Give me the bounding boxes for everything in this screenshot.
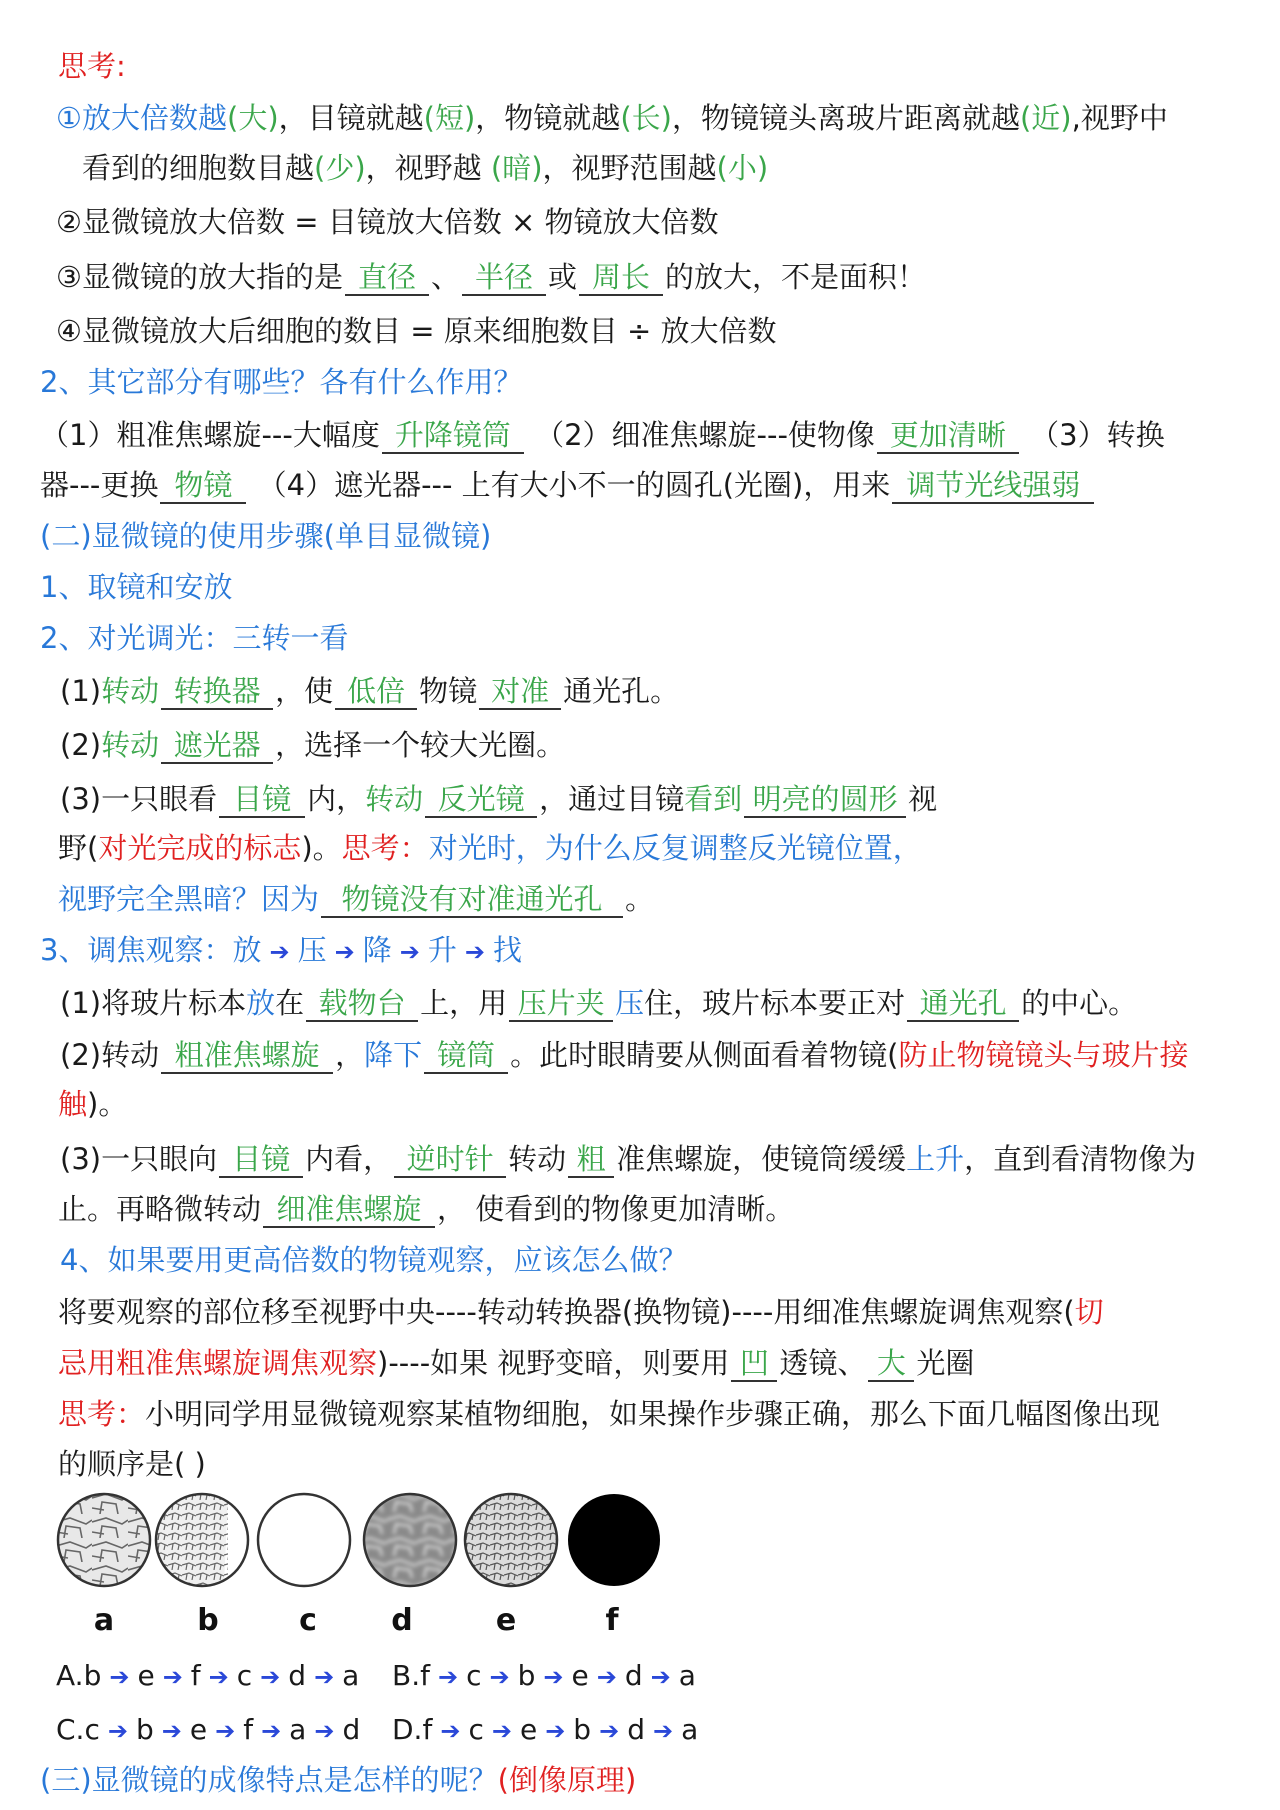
arrow-right-icon: ➔ bbox=[464, 938, 485, 966]
arrow-right-icon: ➔ bbox=[652, 1717, 674, 1745]
arrow-right-icon: ➔ bbox=[491, 1717, 512, 1745]
option-a: A.b ➔ e ➔ f ➔ c ➔ d ➔ a bbox=[56, 1659, 360, 1692]
question-line-2: 的顺序是( ) bbox=[58, 1447, 206, 1481]
imaging-heading: (三)显微镜的成像特点是怎样的呢？(倒像原理) bbox=[40, 1763, 637, 1797]
arrow-right-icon: ➔ bbox=[440, 1717, 461, 1745]
arrow-right-icon: ➔ bbox=[109, 1663, 130, 1691]
arrow-right-icon: ➔ bbox=[596, 1663, 617, 1691]
step-3-item-2-cont: 触)。 bbox=[58, 1087, 128, 1121]
step-2-item-3-cont2: 视野完全黑暗？因为 物镜没有对准通光孔 。 bbox=[58, 884, 654, 918]
step-1: 1、取镜和安放 bbox=[40, 570, 233, 604]
think-point-4: ④显微镜放大后细胞的数目 = 原来细胞数目 ÷ 放大倍数 bbox=[56, 314, 777, 348]
step-3-item-2: (2)转动 粗准焦螺旋 ，降下 镜筒 。此时眼睛要从侧面看着物镜(防止物镜镜头与玻片接 bbox=[60, 1040, 1188, 1074]
arrow-right-icon: ➔ bbox=[107, 1717, 128, 1745]
arrow-right-icon: ➔ bbox=[261, 1717, 282, 1745]
step-2: 2、对光调光：三转一看 bbox=[40, 621, 349, 655]
option-b: B.f ➔ c ➔ b ➔ e ➔ d ➔ a bbox=[392, 1659, 696, 1692]
view-a bbox=[56, 1490, 156, 1590]
arrow-right-icon: ➔ bbox=[161, 1717, 182, 1745]
parts-line-1: （1）粗准焦螺旋---大幅度 升降镜筒 （2）细准焦螺旋---使物像 更加清晰 （3）转换 bbox=[40, 420, 1165, 454]
view-label-d: d bbox=[391, 1603, 413, 1638]
think-title: 思考: bbox=[58, 49, 126, 83]
view-e bbox=[461, 1490, 561, 1590]
view-b bbox=[156, 1490, 248, 1590]
arrow-right-icon: ➔ bbox=[269, 938, 290, 966]
step-2-item-3: (3)一只眼看 目镜 内，转动 反光镜 ，通过目镜看到 明亮的圆形 视 bbox=[60, 784, 937, 818]
arrow-right-icon: ➔ bbox=[314, 1717, 335, 1745]
arrow-right-icon: ➔ bbox=[543, 1663, 564, 1691]
arrow-right-icon: ➔ bbox=[334, 938, 355, 966]
microscope-views bbox=[56, 1490, 716, 1650]
view-c bbox=[258, 1494, 350, 1586]
arrow-right-icon: ➔ bbox=[215, 1717, 236, 1745]
view-label-e: e bbox=[495, 1603, 517, 1638]
arrow-right-icon: ➔ bbox=[162, 1663, 183, 1691]
arrow-right-icon: ➔ bbox=[545, 1717, 566, 1745]
view-f bbox=[568, 1494, 660, 1586]
high-power-heading: 4、如果要用更高倍数的物镜观察，应该怎么做？ bbox=[60, 1243, 688, 1277]
arrow-right-icon: ➔ bbox=[650, 1663, 671, 1691]
think-point-3: ③显微镜的放大指的是 直径 、 半径 或 周长 的放大，不是面积！ bbox=[56, 262, 926, 296]
option-d: D.f ➔ c ➔ e ➔ b ➔ d ➔ a bbox=[392, 1713, 699, 1746]
arrow-right-icon: ➔ bbox=[599, 1717, 620, 1745]
option-c: C.c ➔ b ➔ e ➔ f ➔ a ➔ d bbox=[56, 1713, 361, 1746]
arrow-right-icon: ➔ bbox=[260, 1663, 281, 1691]
think-point-1-cont: 看到的细胞数目越(少)，视野越 (暗)，视野范围越(小) bbox=[82, 151, 769, 185]
question-line-1: 思考：小明同学用显微镜观察某植物细胞，如果操作步骤正确，那么下面几幅图像出现 bbox=[58, 1397, 1161, 1431]
parts-heading: 2、其它部分有哪些？各有什么作用？ bbox=[40, 365, 523, 399]
steps-heading: (二)显微镜的使用步骤(单目显微镜) bbox=[40, 519, 492, 553]
view-label-a: a bbox=[93, 1603, 115, 1638]
think-point-2: ②显微镜放大倍数 = 目镜放大倍数 × 物镜放大倍数 bbox=[56, 205, 719, 239]
step-2-item-1: (1)转动 转换器 ，使 低倍 物镜 对准 通光孔。 bbox=[60, 676, 679, 710]
high-power-line-2: 忌用粗准焦螺旋调焦观察)----如果 视野变暗，则要用 凹 透镜、 大 光圈 bbox=[58, 1348, 974, 1382]
parts-line-2: 器---更换 物镜 （4）遮光器--- 上有大小不一的圆孔(光圈)，用来 调节光线强弱 bbox=[40, 470, 1096, 504]
view-label-c: c bbox=[299, 1603, 317, 1638]
arrow-right-icon: ➔ bbox=[489, 1663, 510, 1691]
step-3-heading: 3、调焦观察：放 ➔ 压 ➔ 降 ➔ 升 ➔ 找 bbox=[40, 933, 522, 967]
step-2-item-3-cont: 野(对光完成的标志)。思考：对光时，为什么反复调整反光镜位置， bbox=[58, 831, 922, 865]
view-d bbox=[356, 1490, 466, 1590]
arrow-right-icon: ➔ bbox=[399, 938, 420, 966]
step-3-item-1: (1)将玻片标本放在 载物台 上，用 压片夹 压住，玻片标本要正对 通光孔 的中心。 bbox=[60, 988, 1137, 1022]
think-point-1: ①放大倍数越(大)，目镜就越(短)，物镜就越(长)，物镜镜头离玻片距离就越(近),视野中 bbox=[56, 101, 1168, 135]
view-label-f: f bbox=[605, 1603, 619, 1638]
step-3-item-3-cont: 止。再略微转动 细准焦螺旋 ， 使看到的物像更加清晰。 bbox=[58, 1194, 794, 1228]
step-2-item-2: (2)转动 遮光器 ，选择一个较大光圈。 bbox=[60, 730, 565, 764]
high-power-line-1: 将要观察的部位移至视野中央----转动转换器(换物镜)----用细准焦螺旋调焦观察(切 bbox=[58, 1295, 1104, 1329]
arrow-right-icon: ➔ bbox=[208, 1663, 229, 1691]
arrow-right-icon: ➔ bbox=[314, 1663, 335, 1691]
arrow-right-icon: ➔ bbox=[437, 1663, 459, 1691]
step-3-item-3: (3)一只眼向 目镜 内看， 逆时针 转动 粗 准焦螺旋，使镜筒缓缓上升，直到看清物像为 bbox=[60, 1144, 1196, 1178]
view-label-b: b bbox=[197, 1603, 219, 1638]
